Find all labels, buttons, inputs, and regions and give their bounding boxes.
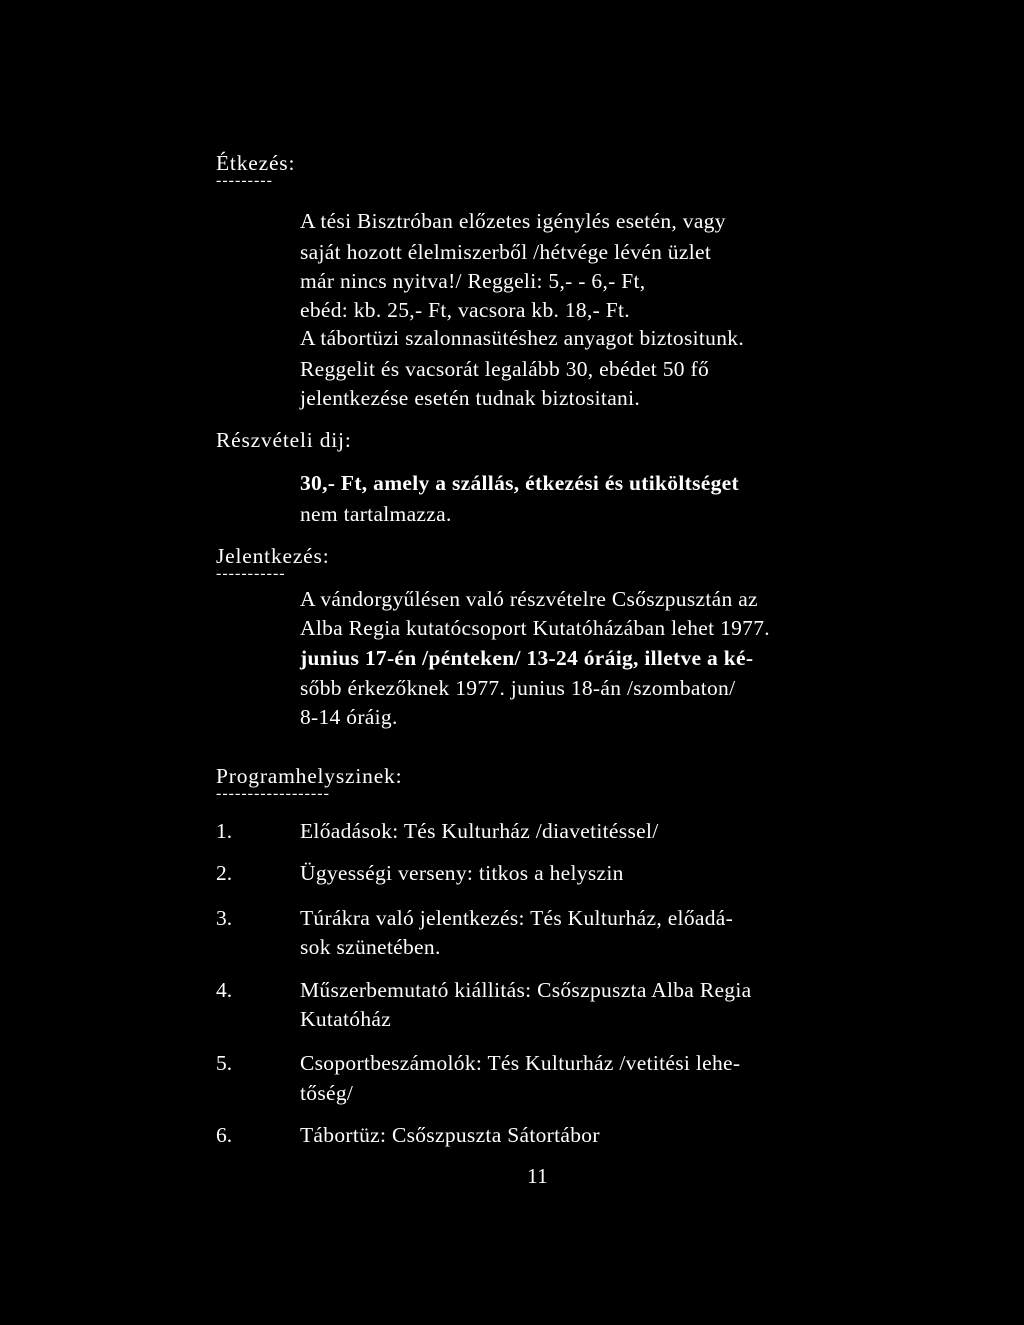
jelentkezes-line: sőbb érkezőknek 1977. junius 18-án /szombaton/ — [300, 676, 736, 700]
reszveteli-dij-line: nem tartalmazza. — [300, 502, 452, 526]
jelentkezes-line: 8-14 óráig. — [300, 705, 398, 729]
etkezes-line: már nincs nyitva!/ Reggeli: 5,- - 6,- Ft, — [300, 269, 646, 293]
etkezes-heading: Étkezés: — [216, 151, 296, 175]
etkezes-line: jelentkezése esetén tudnak biztositani. — [300, 386, 641, 410]
page-number: 11 — [527, 1164, 548, 1188]
program-item-text: Túrákra való jelentkezés: Tés Kulturház, előadá- — [300, 906, 734, 930]
programhelyszinek-underline: ------------------ — [216, 785, 330, 802]
jelentkezes-underline: ----------- — [216, 565, 286, 582]
etkezes-line: saját hozott élelmiszerből /hétvége lévén üzlet — [300, 240, 712, 264]
program-item-number: 6. — [216, 1123, 233, 1147]
program-item-text: sok szünetében. — [300, 935, 441, 959]
jelentkezes-line: Alba Regia kutatócsoport Kutatóházában lehet 1977. — [300, 616, 770, 640]
reszveteli-dij-heading: Részvételi dij: — [216, 428, 352, 452]
programhelyszinek-heading: Programhelyszinek: — [216, 764, 403, 788]
etkezes-line: A tábortüzi szalonnasütéshez anyagot biztositunk. — [300, 326, 744, 350]
program-item-text: Csoportbeszámolók: Tés Kulturház /vetitési lehe- — [300, 1051, 741, 1075]
jelentkezes-line: junius 17-én /pénteken/ 13-24 óráig, illetve a ké- — [300, 646, 754, 670]
program-item-text: Műszerbemutató kiállitás: Csőszpuszta Alba Regia — [300, 978, 752, 1002]
program-item-text: Előadások: Tés Kulturház /diavetitéssel/ — [300, 819, 659, 843]
program-item-text: tőség/ — [300, 1081, 354, 1105]
program-item-text: Ügyességi verseny: titkos a helyszin — [300, 861, 624, 885]
jelentkezes-heading: Jelentkezés: — [216, 544, 330, 568]
jelentkezes-line: A vándorgyűlésen való részvételre Csőszpusztán az — [300, 587, 758, 611]
program-item-number: 3. — [216, 906, 233, 930]
program-item-number: 4. — [216, 978, 233, 1002]
program-item-text: Kutatóház — [300, 1007, 392, 1031]
program-item-number: 5. — [216, 1051, 233, 1075]
etkezes-line: Reggelit és vacsorát legalább 30, ebédet 50 fő — [300, 357, 710, 381]
program-item-number: 1. — [216, 819, 233, 843]
etkezes-underline: --------- — [216, 172, 273, 189]
program-item-number: 2. — [216, 861, 233, 885]
reszveteli-dij-line: 30,- Ft, amely a szállás, étkezési és utiköltséget — [300, 471, 739, 495]
program-item-text: Tábortüz: Csőszpuszta Sátortábor — [300, 1123, 600, 1147]
etkezes-line: A tési Bisztróban előzetes igénylés esetén, vagy — [300, 209, 726, 233]
etkezes-line: ebéd: kb. 25,- Ft, vacsora kb. 18,- Ft. — [300, 298, 630, 322]
